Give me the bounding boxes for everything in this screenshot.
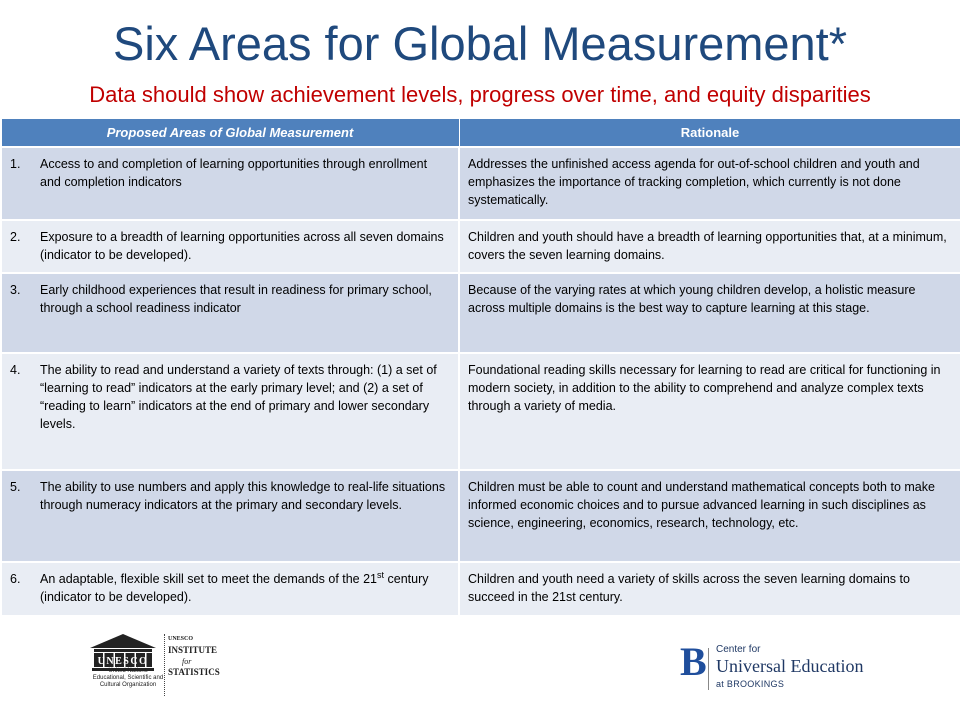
rationale-text: Because of the varying rates at which young children develop, a holistic measure across multiple domains is the best way to capture learning at this stage. — [468, 283, 916, 315]
row-number: 4. — [10, 363, 21, 377]
brookings-line1: Center for — [716, 644, 761, 655]
rationale-cell — [459, 353, 960, 470]
area-cell — [1, 470, 459, 562]
slide-title: Six Areas for Global Measurement* — [112, 17, 848, 70]
table-row — [1, 470, 960, 562]
table-row — [1, 147, 960, 220]
measurement-table — [0, 118, 960, 617]
area-cell — [1, 562, 459, 616]
table-row — [1, 220, 960, 273]
rationale-cell — [459, 147, 960, 220]
rationale-cell — [459, 470, 960, 562]
rationale-text: Children must be able to count and understand mathematical concepts both to make informed economic choices and to pursue advanced learning in such disciplines as science, engineering, economics, research, technology, etc. — [468, 480, 935, 530]
table-row — [1, 353, 960, 470]
rationale-cell — [459, 273, 960, 353]
area-cell — [1, 220, 459, 273]
rationale-text: Foundational reading skills necessary for learning to read are critical for functioning in modern society, in addition to the ability to comprehend and analyze complex texts through a variety of media. — [468, 363, 941, 413]
rationale-text: Children and youth should have a breadth of learning opportunities that, at a minimum, covers the seven learning domains. — [468, 230, 947, 262]
svg-text:UNESCO: UNESCO — [97, 656, 149, 667]
unesco-org-name: United Nations Educational, Scientific and Cultural Organization — [92, 668, 164, 688]
rationale-cell — [459, 220, 960, 273]
rationale-text: Addresses the unfinished access agenda for out-of-school children and youth and emphasizes the importance of tracking completion, which currently is not done systematically. — [468, 157, 920, 207]
table-row — [1, 273, 960, 353]
area-text: An adaptable, flexible skill set to meet the demands of the 21st century (indicator to be developed). — [40, 569, 429, 604]
brookings-line2: Universal Education — [716, 656, 864, 676]
table-row — [1, 562, 960, 616]
header-areas: Proposed Areas of Global Measurement — [1, 119, 459, 148]
row-number: 5. — [10, 480, 21, 494]
area-cell — [1, 273, 459, 353]
area-text: The ability to read and understand a variety of texts through: (1) a set of “learning to read” indicators at the early primary level; and (2) a set of “reading to learn” indicators at the end of primary and lower secondary levels. — [40, 363, 437, 431]
area-text: Early childhood experiences that result in readiness for primary school, through a school readiness indicator — [40, 283, 432, 315]
area-text: Exposure to a breadth of learning opportunities across all seven domains (indicator to be developed). — [40, 230, 444, 262]
area-text: The ability to use numbers and apply this knowledge to real-life situations through numeracy indicators at the primary and secondary levels. — [40, 480, 446, 512]
brookings-b-icon: B — [680, 639, 707, 684]
area-text: Access to and completion of learning opportunities through enrollment and completion indicators — [40, 157, 428, 189]
rationale-text: Children and youth need a variety of skills across the seven learning domains to succeed in the 21st century. — [468, 572, 910, 604]
brookings-divider — [708, 648, 709, 690]
table-header-row — [1, 119, 960, 148]
row-number: 3. — [10, 283, 21, 297]
rationale-cell — [459, 562, 960, 616]
slide-subtitle: Data should show achievement levels, progress over time, and equity disparities — [89, 82, 871, 107]
area-cell — [1, 353, 459, 470]
row-number: 6. — [10, 572, 21, 586]
header-rationale: Rationale — [459, 119, 960, 148]
logo-divider — [164, 634, 165, 696]
brookings-line3: at BROOKINGS — [716, 679, 785, 689]
area-cell — [1, 147, 459, 220]
uis-logo: UNESCO INSTITUTE for STATISTICS — [168, 636, 220, 677]
row-number: 2. — [10, 230, 21, 244]
row-number: 1. — [10, 157, 21, 171]
